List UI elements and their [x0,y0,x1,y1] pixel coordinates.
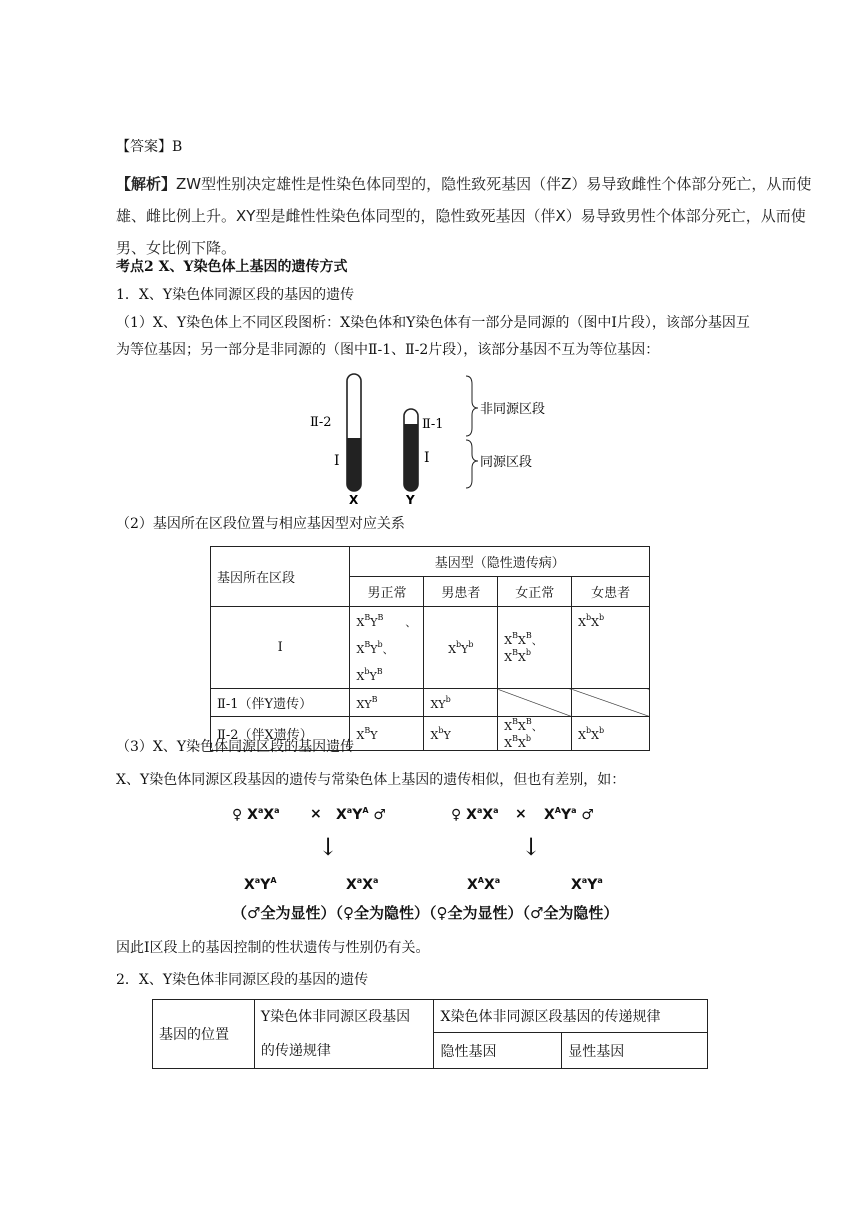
cross-captions: （♂全为显性）（♀全为隐性）（♀全为显性）（♂全为隐性） [232,904,619,922]
explanation-line2: 雄、雌比例上升。XY型是雌性性染色体同型的，隐性致死基因（伴X）易导致男性个体部分死亡，从而使 [116,207,806,225]
x-homologous-segment [347,438,361,491]
label-II2: Ⅱ-2 [310,415,332,430]
cross1-arrow: ↓ [318,833,339,861]
cell-empty-diagonal [498,689,572,717]
cell-male-normal-I: $X^BY^B$ 、 $X^BY^b$、$X^bY^B$ [350,607,424,689]
label-I-x: Ⅰ [334,453,340,469]
table1-row-label: Ⅱ-2（伴X遗传） [211,717,350,751]
cross2-arrow: ↓ [521,833,542,861]
item1-1-line1: （1）X、Y染色体上不同区段图析：X染色体和Y染色体有一部分是同源的（图中Ⅰ片段），该部分基因互 [116,315,750,331]
item1-2: （2）基因所在区段位置与相应基因型对应关系 [116,516,405,532]
cross2-female: ♀ $X^aX^a$ [451,806,499,823]
table1-sub-head: 女正常 [498,577,572,607]
table2-head2: Y染色体非同源区段基因 的传递规律 [254,1000,434,1069]
label-II1: Ⅱ-1 [422,417,444,432]
y-label: Y [406,493,415,507]
table1-col-head: 基因所在区段 [211,547,350,607]
cell-female-patient-II2: $X^bX^b$ [572,717,650,751]
cell-female-patient-I: $X^bX^b$ [572,607,650,689]
cross1-times: × [310,806,322,822]
x-label: X [349,493,359,507]
cross2-male: $X^AY^a$ ♂ [544,806,594,823]
cell-female-normal-II2: $X^BX^B$、$X^BX^b$ [498,717,572,751]
table2-sub2: 显性基因 [562,1033,708,1069]
explanation-line1: ZW型性别决定雄性是性染色体同型的，隐性致死基因（伴Z）易导致雌性个体部分死亡，从而使 [176,175,812,193]
explanation-head: 【解析】 [116,175,177,193]
offspring2: $X^aX^a$ [346,876,379,893]
table1-group-head: 基因型（隐性遗传病） [350,547,650,577]
table2-sub1: 隐性基因 [434,1033,562,1069]
table2-head1: 基因的位置 [153,1000,255,1069]
table1-sub-head: 女患者 [572,577,650,607]
genotype-table [210,546,650,751]
table1-sub-head: 男正常 [350,577,424,607]
label-I-y: Ⅰ [424,450,430,466]
cell-male-patient-II1: $XY^b$ [424,689,498,717]
explanation-line3: 男、女比例下降。 [116,239,237,257]
inheritance-table [152,999,708,1069]
explanation [116,168,811,264]
y-homologous-segment [404,424,418,491]
brace-top [466,376,478,436]
offspring3: $X^AX^a$ [467,876,501,893]
brace-top-label: 非同源区段 [480,402,546,417]
cell-empty-diagonal [572,689,650,717]
cross2-times: × [515,806,527,822]
table1-sub-head: 男患者 [424,577,498,607]
answer-line: 【答案】B [116,139,183,155]
item1-3-text: X、Y染色体同源区段基因的遗传与常染色体上基因的遗传相似，但也有差别，如： [116,772,626,788]
item1-3: （3）X、Y染色体同源区段的基因遗传 [116,739,355,755]
cross1-male: $X^aY^A$ ♂ [336,806,386,823]
cross1-female: ♀ $X^aX^a$ [232,806,280,823]
cell-female-normal-I: $X^BX^B$、$X^BX^b$ [498,607,572,689]
conclusion: 因此Ⅰ区段上的基因控制的性状遗传与性别仍有关。 [116,940,430,956]
table1-row-label: Ⅰ [211,607,350,689]
offspring4: $X^aY^a$ [571,876,603,893]
cell-male-normal-II2: $X^BY$ [350,717,424,751]
cell-male-patient-I: $X^bY^b$ [424,607,498,689]
section-title: 考点2 X、Y染色体上基因的遗传方式 [116,259,348,275]
brace-bottom [466,440,478,488]
table1-row-label: Ⅱ-1（伴Y遗传） [211,689,350,717]
chromosome-figure [300,368,560,508]
item1-1-line2: 为等位基因；另一部分是非同源的（图中Ⅱ-1、Ⅱ-2片段），该部分基因不互为等位基因： [116,342,660,358]
item1-title: 1．X、Y染色体同源区段的基因的遗传 [116,287,355,303]
cell-male-normal-II1: $XY^B$ [350,689,424,717]
table2-head3: X染色体非同源区段基因的传递规律 [434,1000,708,1033]
brace-bottom-label: 同源区段 [480,455,533,470]
item2-title: 2．X、Y染色体非同源区段的基因的遗传 [116,972,369,988]
offspring1: $X^aY^A$ [244,876,277,893]
cell-male-patient-II2: $X^bY$ [424,717,498,751]
